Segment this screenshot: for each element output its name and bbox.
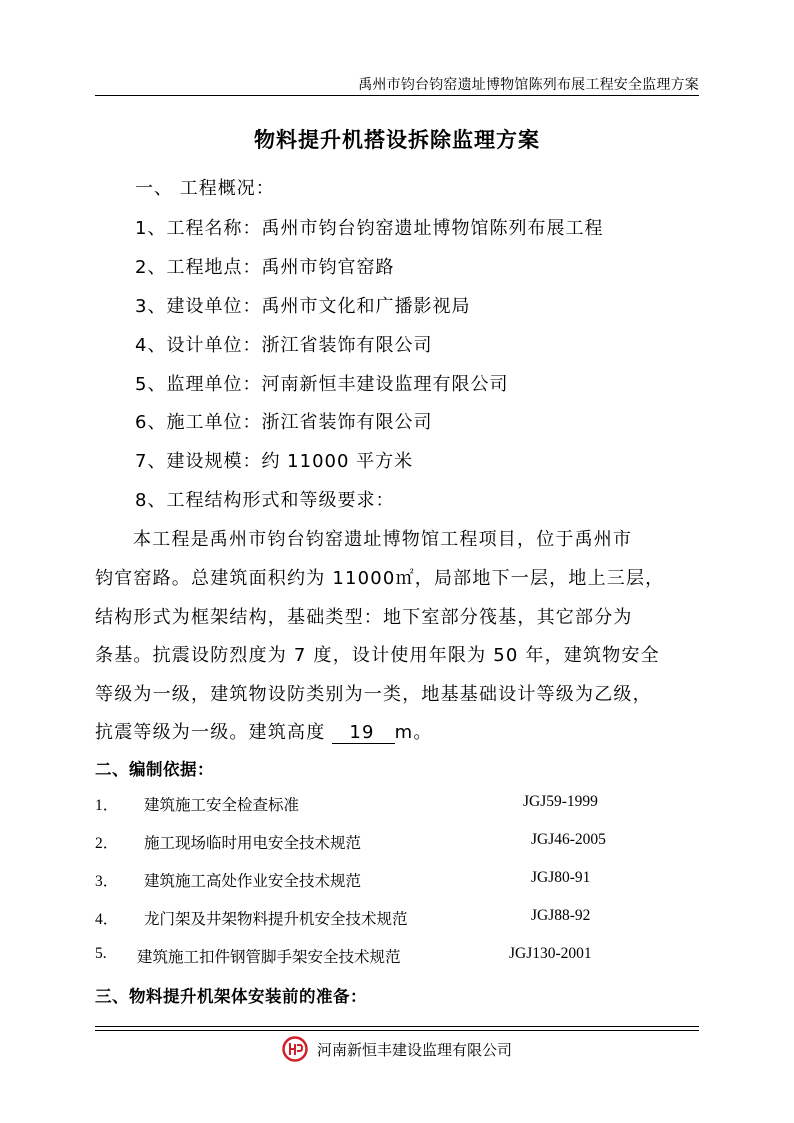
reference-name: 施工现场临时用电安全技术规范 <box>144 834 362 852</box>
overview-item: 7、建设规模：约 11000 平方米 <box>135 451 414 472</box>
header-divider <box>95 95 699 96</box>
reference-number: 1． <box>95 797 119 814</box>
reference-name: 建筑施工安全检查标准 <box>144 796 300 814</box>
height-unit: m。 <box>394 722 433 743</box>
reference-name: 建筑施工高处作业安全技术规范 <box>144 872 362 890</box>
footer-divider <box>95 1030 699 1031</box>
reference-name: 建筑施工扣件钢管脚手架安全技术规范 <box>137 948 401 966</box>
reference-row <box>95 907 655 929</box>
overview-item: 5、监理单位：河南新恒丰建设监理有限公司 <box>135 374 509 395</box>
section-heading-overview: 一、 工程概况： <box>135 178 275 199</box>
section-heading-basis: 二、编制依据： <box>95 760 214 779</box>
paragraph-line: 等级为一级，建筑物设防类别为一类，地基基础设计等级为乙级， <box>95 684 652 705</box>
document-title: 物料提升机搭设拆除监理方案 <box>254 128 540 152</box>
overview-item: 4、设计单位：浙江省装饰有限公司 <box>135 335 433 356</box>
paragraph-line: 结构形式为框架结构，基础类型：地下室部分筏基，其它部分为 <box>95 607 633 628</box>
reference-row <box>95 945 655 967</box>
reference-code: JGJ80-91 <box>531 869 591 886</box>
reference-row <box>95 831 655 853</box>
building-height-value: 19 <box>332 722 394 744</box>
footer-divider <box>95 1026 699 1027</box>
reference-code: JGJ46-2005 <box>531 831 606 848</box>
reference-row <box>95 793 655 815</box>
overview-item: 2、工程地点：禹州市钧官窑路 <box>135 257 395 278</box>
overview-item: 6、施工单位：浙江省装饰有限公司 <box>135 412 433 433</box>
running-header: 禹州市钧台钧窑遗址博物馆陈列布展工程安全监理方案 <box>358 77 699 93</box>
reference-name: 龙门架及井架物料提升机安全技术规范 <box>144 910 408 928</box>
height-prefix-text: 抗震等级为一级。建筑高度 <box>95 722 333 743</box>
overview-item: 3、建设单位：禹州市文化和广播影视局 <box>135 296 471 317</box>
reference-code: JGJ130-2001 <box>509 945 592 962</box>
footer-company-name: 河南新恒丰建设监理有限公司 <box>317 1040 513 1059</box>
paragraph-line: 钧官窑路。总建筑面积约为 11000㎡，局部地下一层，地上三层， <box>95 568 665 589</box>
hfp-company-logo-icon <box>282 1036 308 1062</box>
reference-code: JGJ88-92 <box>531 907 591 924</box>
section-heading-preparation: 三、物料提升机架体安装前的准备： <box>95 987 367 1006</box>
reference-number: 4． <box>95 911 119 928</box>
overview-item: 1、工程名称：禹州市钧台钧窑遗址博物馆陈列布展工程 <box>135 218 604 239</box>
paragraph-last-line <box>95 718 433 744</box>
reference-code: JGJ59-1999 <box>523 793 598 810</box>
reference-number: 5. <box>95 945 107 962</box>
page-footer <box>0 1036 794 1062</box>
reference-row <box>95 869 655 891</box>
reference-number: 2． <box>95 835 119 852</box>
paragraph-line: 条基。抗震设防烈度为 7 度，设计使用年限为 50 年，建筑物安全 <box>95 645 660 666</box>
paragraph-line: 本工程是禹州市钧台钧窑遗址博物馆工程项目，位于禹州市 <box>133 529 633 550</box>
overview-item: 8、工程结构形式和等级要求： <box>135 490 395 511</box>
reference-number: 3． <box>95 873 119 890</box>
